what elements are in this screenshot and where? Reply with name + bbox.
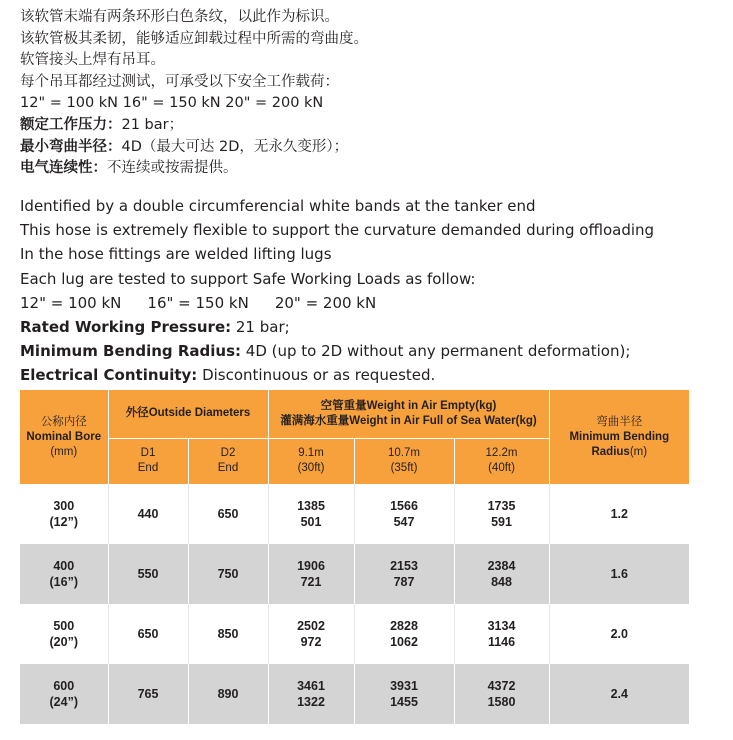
- cell-weight-35ft: [354, 664, 454, 724]
- header-len2-sub: (35ft): [390, 462, 418, 475]
- header-weight-full-en: Weight in Air Full of Sea Water(kg): [349, 414, 537, 427]
- header-outside-diameters: [108, 390, 268, 438]
- en-bending-value: 4D (up to 2D without any permanent deformation);: [241, 342, 631, 361]
- header-bore-unit: (mm): [50, 445, 78, 458]
- bore-inch: (16”): [49, 575, 78, 589]
- zh-electrical-value: 不连续或按需提供。: [107, 160, 238, 177]
- en-electrical-line: [20, 363, 720, 387]
- weight-full: 721: [300, 575, 322, 589]
- en-line-1: Identified by a double circumferencial white bands at the tanker end: [20, 197, 536, 215]
- cell-weight-35ft: [354, 604, 454, 664]
- cell-weight-30ft: [268, 484, 354, 544]
- cell-d2: 650: [188, 484, 268, 544]
- cell-bore: [20, 604, 108, 664]
- header-len1-sub: (30ft): [297, 462, 325, 475]
- en-line-2: This hose is extremely flexible to support the curvature demanded during offloading: [20, 221, 655, 240]
- header-len3-sub: (40ft): [488, 462, 515, 475]
- weight-empty: 1566: [390, 499, 418, 513]
- header-len1-label: 9.1m: [298, 447, 324, 460]
- cell-d1: 550: [108, 544, 188, 604]
- en-load-20: 20" = 200 kN: [274, 293, 377, 312]
- zh-line-5: 12" = 100 kN 16" = 150 kN 20" = 200 kN: [20, 95, 324, 112]
- cell-radius: 2.4: [549, 664, 689, 724]
- cell-d1: 765: [108, 664, 188, 724]
- en-load-16: 16" = 150 kN: [147, 293, 249, 312]
- en-line-3: In the hose fittings are welded lifting lugs: [20, 245, 332, 264]
- header-length-30ft: [268, 438, 354, 484]
- english-description: [20, 194, 720, 388]
- weight-full: 501: [300, 515, 322, 529]
- chinese-description: [20, 7, 720, 180]
- weight-full: 848: [491, 575, 512, 589]
- en-bending-label: Minimum Bending Radius:: [20, 342, 242, 361]
- weight-empty: 1385: [297, 499, 325, 513]
- bore-mm: 300: [53, 499, 75, 513]
- cell-radius: 1.6: [549, 544, 689, 604]
- cell-bore: [20, 484, 108, 544]
- en-loads-line: [20, 291, 720, 315]
- cell-weight-30ft: [268, 604, 354, 664]
- header-bore-en: Nominal Bore: [26, 430, 102, 443]
- weight-empty: 3461: [297, 679, 325, 693]
- en-electrical-label: Electrical Continuity:: [20, 366, 198, 385]
- weight-full: 591: [491, 515, 512, 529]
- header-bore-zh: 公称内径: [40, 415, 87, 428]
- header-len3-label: 12.2m: [485, 447, 518, 460]
- bore-inch: (24”): [49, 695, 78, 709]
- weight-full: 1146: [487, 635, 516, 649]
- en-electrical-value: Discontinuous or as requested.: [197, 366, 436, 385]
- header-radius-en: Minimum Bending: [569, 430, 670, 443]
- cell-weight-40ft: [454, 604, 549, 664]
- header-bending-radius: [549, 390, 689, 484]
- header-od-en: Outside Diameters: [148, 407, 251, 420]
- cell-weight-40ft: [454, 484, 549, 544]
- weight-empty: 1735: [487, 499, 516, 513]
- header-radius-en2: Radius: [591, 445, 630, 458]
- weight-full: 547: [393, 515, 415, 529]
- en-line-4: Each lug are tested to support Safe Working Loads as follow:: [20, 269, 476, 288]
- header-length-35ft: [354, 438, 454, 484]
- zh-electrical-label: 电气连续性：: [20, 160, 107, 177]
- header-d1-label: D1: [140, 447, 156, 460]
- bore-mm: 400: [53, 559, 75, 573]
- cell-d2: 750: [188, 544, 268, 604]
- cell-d1: 650: [108, 604, 188, 664]
- header-d2-sub: End: [217, 462, 239, 475]
- weight-empty: 2384: [487, 559, 516, 573]
- table-row: [20, 544, 689, 604]
- cell-weight-40ft: [454, 544, 549, 604]
- bore-mm: 600: [53, 679, 75, 693]
- weight-full: 1062: [390, 635, 418, 649]
- header-radius-zh: 弯曲半径: [596, 415, 643, 428]
- header-d1: [108, 438, 188, 484]
- zh-pressure-label: 额定工作压力：: [20, 116, 122, 133]
- header-len2-label: 10.7m: [388, 447, 420, 460]
- weight-full: 1580: [487, 695, 516, 709]
- zh-bending-value: 4D（最大可达 2D，无永久变形）；: [121, 138, 349, 155]
- cell-d2: 850: [188, 604, 268, 664]
- header-radius-unit: (m): [629, 445, 648, 458]
- zh-bending-label: 最小弯曲半径：: [20, 138, 122, 155]
- header-weight-empty-zh: 空管重量: [320, 399, 367, 412]
- table-row: [20, 604, 689, 664]
- weight-empty: 2828: [390, 619, 418, 633]
- en-pressure-value: 21 bar;: [231, 317, 290, 336]
- header-d2: [188, 438, 268, 484]
- bore-inch: (20”): [49, 635, 78, 649]
- weight-full: 1455: [390, 695, 418, 709]
- weight-full: 1322: [297, 695, 325, 709]
- cell-weight-35ft: [354, 544, 454, 604]
- cell-weight-35ft: [354, 484, 454, 544]
- bore-inch: (12”): [49, 515, 78, 529]
- zh-pressure-line: [20, 115, 720, 137]
- header-weight-full-zh: 灌满海水重量: [280, 414, 350, 427]
- zh-bending-line: [20, 137, 720, 159]
- weight-empty: 2502: [297, 619, 325, 633]
- cell-weight-30ft: [268, 544, 354, 604]
- weight-empty: 3931: [390, 679, 418, 693]
- en-pressure-label: Rated Working Pressure:: [20, 317, 232, 336]
- weight-empty: 1906: [297, 559, 325, 573]
- header-weight-empty-en: Weight in Air Empty(kg): [366, 399, 497, 412]
- en-pressure-line: [20, 315, 720, 339]
- cell-d2: 890: [188, 664, 268, 724]
- zh-line-3: 软管接头上焊有吊耳。: [20, 52, 165, 69]
- header-nominal-bore: [20, 390, 108, 484]
- weight-empty: 3134: [487, 619, 516, 633]
- cell-radius: 2.0: [549, 604, 689, 664]
- zh-electrical-line: [20, 158, 720, 180]
- weight-full: 972: [300, 635, 322, 649]
- en-load-12: 12" = 100 kN: [20, 293, 122, 312]
- cell-d1: 440: [108, 484, 188, 544]
- header-d2-label: D2: [220, 447, 236, 460]
- cell-weight-40ft: [454, 664, 549, 724]
- cell-weight-30ft: [268, 664, 354, 724]
- header-length-40ft: [454, 438, 549, 484]
- table-row: [20, 484, 689, 544]
- en-bending-line: [20, 339, 720, 363]
- table-row: [20, 664, 689, 724]
- zh-line-4: 每个吊耳都经过测试，可承受以下安全工作载荷：: [20, 73, 339, 90]
- cell-radius: 1.2: [549, 484, 689, 544]
- zh-line-1: 该软管末端有两条环形白色条纹，以此作为标识。: [20, 9, 339, 25]
- hose-spec-table: [20, 390, 689, 724]
- zh-pressure-value: 21 bar；: [121, 116, 184, 133]
- weight-full: 787: [393, 575, 415, 589]
- header-od-zh: 外径: [125, 407, 149, 420]
- bore-mm: 500: [53, 619, 75, 633]
- cell-bore: [20, 544, 108, 604]
- header-weights: [268, 390, 549, 438]
- weight-empty: 2153: [390, 559, 418, 573]
- zh-line-2: 该软管极其柔韧，能够适应卸载过程中所需的弯曲度。: [20, 30, 368, 47]
- weight-empty: 4372: [487, 679, 516, 693]
- cell-bore: [20, 664, 108, 724]
- header-d1-sub: End: [137, 462, 159, 475]
